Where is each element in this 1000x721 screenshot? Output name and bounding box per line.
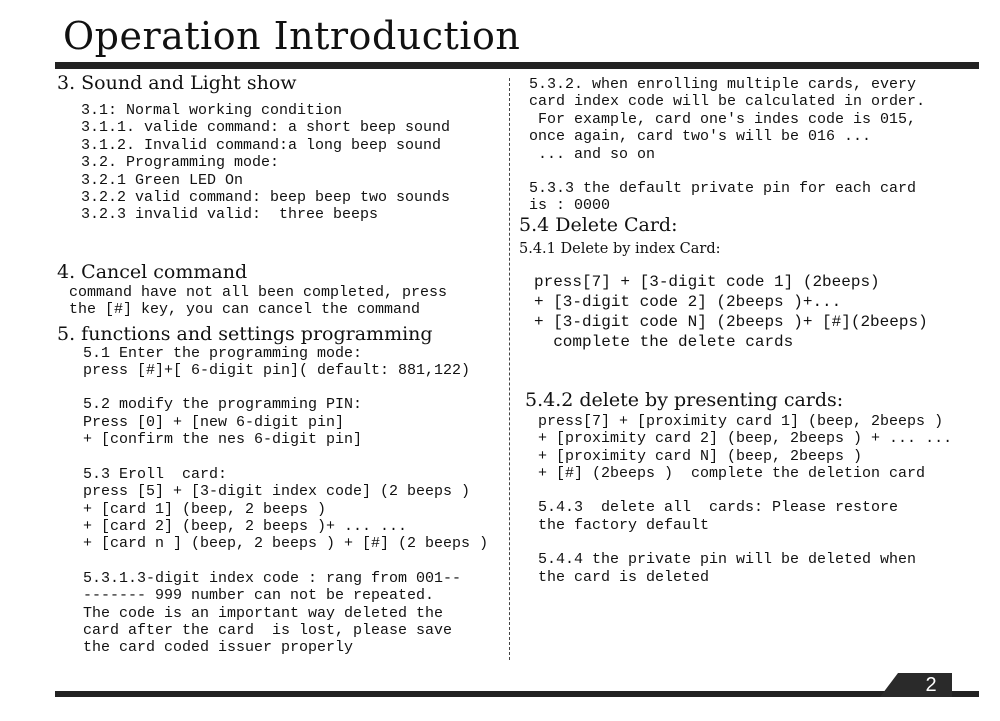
- paragraph-5-3: [83, 466, 517, 553]
- text-line: 5.4.4 the private pin will be deleted when: [538, 551, 917, 569]
- text-line: + [3-digit code 2] (2beeps )+...: [534, 292, 842, 311]
- section-5-4-2-heading: 5.4.2 delete by presenting cards:: [525, 388, 844, 411]
- text-line: 5.4.3 delete all cards: Please restore: [538, 499, 899, 517]
- text-line: + [proximity card N] (beep, 2beeps ): [538, 447, 863, 465]
- text-line: press [#]+[ 6-digit pin]( default: 881,122): [83, 362, 471, 380]
- text-line: 3.2.3 invalid valid: three beeps: [81, 206, 379, 224]
- paragraph-5-4-1: [534, 272, 987, 352]
- text-line: 3.1: Normal working condition: [81, 102, 343, 119]
- text-line: 3.2.1 Green LED On: [81, 171, 244, 189]
- title-divider: [55, 62, 979, 69]
- section-5-4-heading: 5.4 Delete Card:: [519, 213, 678, 236]
- section-4-body: [69, 284, 517, 319]
- section-4-heading: 4. Cancel command: [57, 260, 248, 283]
- text-line: command have not all been completed, press: [69, 283, 448, 301]
- text-line: the card is deleted: [538, 568, 710, 586]
- text-line: 5.3.1.3-digit index code : rang from 001--: [83, 569, 462, 587]
- text-line: 5.3.3 the default private pin for each card: [529, 180, 917, 198]
- section-3-heading: 3. Sound and Light show: [57, 72, 297, 94]
- text-line: ------- 999 number can not be repeated.: [83, 587, 435, 605]
- text-line: + [#] (2beeps ) complete the deletion card: [538, 465, 926, 483]
- paragraph-5-4-2: [538, 413, 987, 483]
- right-column: [517, 76, 987, 586]
- column-divider: [509, 78, 510, 660]
- paragraph-5-4-4: [538, 551, 987, 586]
- text-line: press [5] + [3-digit index code] (2 beeps ): [83, 483, 471, 501]
- text-line: is : 0000: [529, 197, 611, 215]
- text-line: press[7] + [3-digit code 1] (2beeps): [534, 272, 880, 291]
- section-5-4-1-heading: 5.4.1 Delete by index Card:: [519, 240, 721, 257]
- paragraph-5-3-2: [529, 76, 987, 163]
- text-line: + [card 2] (beep, 2 beeps )+ ... ...: [83, 517, 408, 535]
- paragraph-5-3-3: [529, 180, 987, 215]
- page-title: Operation Introduction: [63, 14, 521, 58]
- paragraph-5-4-3: [538, 499, 987, 534]
- text-line: + [card n ] (beep, 2 beeps ) + [#] (2 beeps ): [83, 535, 489, 553]
- paragraph-5-2: [83, 396, 517, 448]
- page-number: 2: [925, 674, 937, 696]
- text-line: complete the delete cards: [534, 332, 794, 351]
- text-line: ... and so on: [529, 145, 656, 163]
- text-line: 5.1 Enter the programming mode:: [83, 344, 363, 362]
- section-3-body: [81, 102, 517, 224]
- footer-divider: [55, 691, 979, 697]
- text-line: + [confirm the nes 6-digit pin]: [83, 431, 363, 449]
- paragraph-5-1: [83, 345, 517, 380]
- text-line: Press [0] + [new 6-digit pin]: [83, 413, 345, 431]
- text-line: the [#] key, you can cancel the command: [69, 301, 421, 319]
- left-column: [55, 72, 517, 657]
- text-line: 3.2.2 valid command: beep beep two sounds: [81, 189, 451, 207]
- text-line: 5.3.2. when enrolling multiple cards, every: [529, 76, 917, 93]
- text-line: the card coded issuer properly: [83, 639, 354, 657]
- text-line: press[7] + [proximity card 1] (beep, 2beeps ): [538, 412, 944, 430]
- text-line: 3.2. Programming mode:: [81, 154, 280, 172]
- text-line: the factory default: [538, 516, 710, 534]
- section-5-body: [83, 345, 517, 657]
- text-line: 3.1.1. valide command: a short beep sound: [81, 119, 451, 137]
- text-line: + [card 1] (beep, 2 beeps ): [83, 500, 327, 518]
- text-line: 5.3 Eroll card:: [83, 465, 228, 483]
- paragraph-5-3-1: [83, 570, 517, 657]
- text-line: + [proximity card 2] (beep, 2beeps ) + ... ...: [538, 430, 953, 448]
- text-line: card index code will be calculated in order.: [529, 93, 926, 111]
- text-line: For example, card one's indes code is 015,: [529, 110, 917, 128]
- text-line: + [3-digit code N] (2beeps )+ [#](2beeps): [534, 312, 928, 331]
- text-line: card after the card is lost, please save: [83, 621, 453, 639]
- text-line: The code is an important way deleted the: [83, 604, 444, 622]
- text-line: 3.1.2. Invalid command:a long beep sound: [81, 136, 442, 154]
- text-line: once again, card two's will be 016 ...: [529, 128, 872, 146]
- section-5-heading: 5. functions and settings programming: [57, 322, 433, 345]
- text-line: 5.2 modify the programming PIN:: [83, 396, 363, 414]
